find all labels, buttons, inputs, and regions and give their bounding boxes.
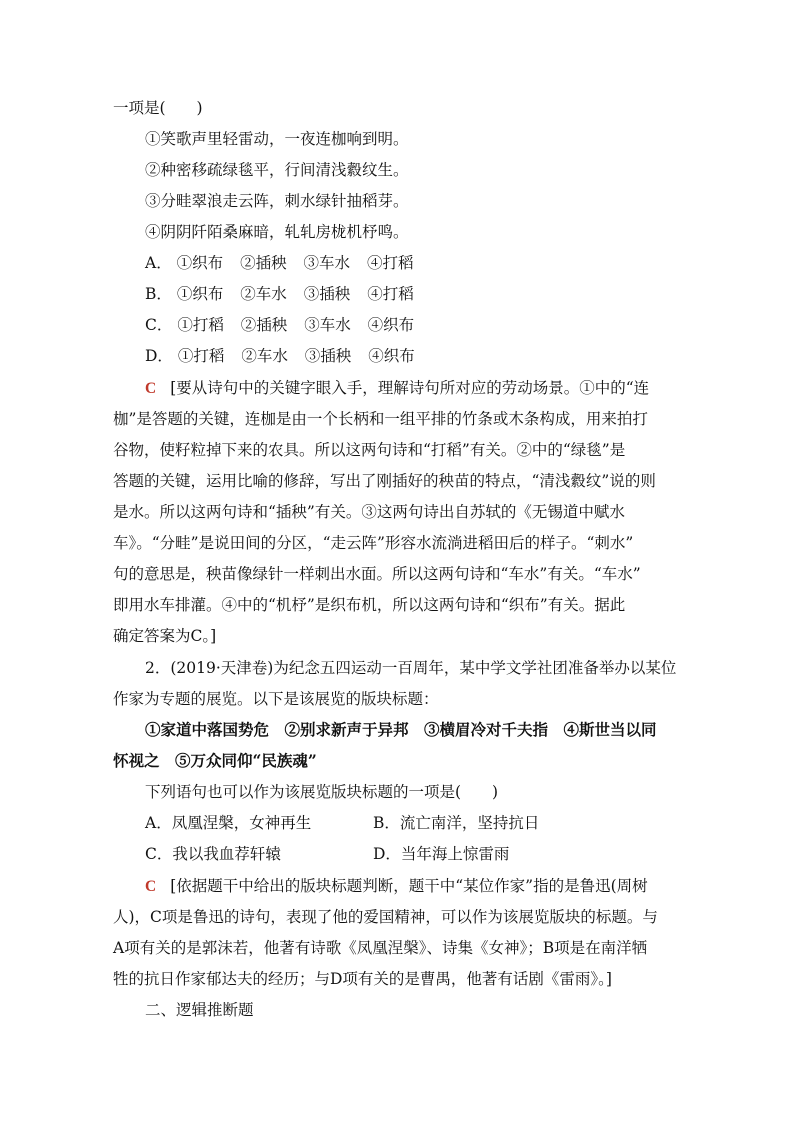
q1-option-b[interactable] xyxy=(145,284,426,304)
q2-titles-line-2: 怀视之 ⑤万众同仰“民族魂” xyxy=(113,751,317,770)
q2-options-row-1 xyxy=(145,813,539,833)
option-label: B． xyxy=(145,285,172,303)
option-item: ③车水 xyxy=(304,316,351,334)
option-item: ③插秧 xyxy=(303,285,351,303)
q2-options-row-2 xyxy=(145,844,509,864)
q2-question: 下列语句也可以作为该展览版块标题的一项是( ) xyxy=(145,783,499,801)
q2-explanation-line-3: A项有关的是郭沫若，他著有诗歌《凤凰涅槃》、诗集《女神》；B项是在南洋牺 xyxy=(113,939,648,957)
option-item: ①打稻 xyxy=(177,347,225,365)
explanation-text: [要从诗句中的关键字眼入手，理解诗句所对应的劳动场景。①中的“连 xyxy=(170,379,650,397)
option-item: ③插秧 xyxy=(304,347,352,365)
q1-explanation-line-6: 车》。“分畦”是说田间的分区，“走云阵”形容水流淌进稻田后的样子。“刺水” xyxy=(113,534,634,552)
option-label: C． xyxy=(145,316,173,334)
explanation-text: [依据题干中给出的版块标题判断，题干中“某位作家”指的是鲁迅(周树 xyxy=(170,877,648,895)
q2-stem-line-1: 2．(2019·天津卷)为纪念五四运动一百周年，某中学文学社团准备举办以某位 xyxy=(145,659,677,677)
q1-verse-2: ②种密移疏绿毯平，行间清浅縠纹生。 xyxy=(145,161,409,179)
option-label: A． xyxy=(145,254,172,272)
option-item: ④织布 xyxy=(367,316,415,334)
option-item: ④打稻 xyxy=(367,285,414,303)
q1-verse-1: ①笑歌声里轻雷动，一夜连枷响到明。 xyxy=(145,130,409,148)
q1-stem-tail: 一项是( ) xyxy=(113,99,203,117)
option-item: ②插秧 xyxy=(240,254,287,272)
q2-titles-line-1: ①家道中落国势危 ②别求新声于异邦 ③横眉冷对千夫指 ④斯世当以同 xyxy=(145,720,657,739)
option-item: ③车水 xyxy=(303,254,351,272)
q1-option-c[interactable] xyxy=(145,315,426,335)
option-item: ④打稻 xyxy=(367,254,414,272)
q1-explanation-line-2: 枷”是答题的关键，连枷是由一个长柄和一组平排的竹条或木条构成，用来拍打 xyxy=(113,410,648,428)
q2-explanation-line-1 xyxy=(145,876,648,897)
q2-explanation-line-2: 人)，C项是鲁迅的诗句，表现了他的爱国精神，可以作为该展览版块的标题。与 xyxy=(113,908,658,926)
q1-option-d[interactable] xyxy=(145,346,427,366)
q1-verse-3: ③分畦翠浪走云阵，刺水绿针抽稻芽。 xyxy=(145,192,409,210)
q1-explanation-line-7: 句的意思是，秧苗像绿针一样刺出水面。所以这两句诗和“车水”有关。“车水” xyxy=(113,565,641,583)
q2-option-a[interactable]: A．凤凰涅槃，女神再生 xyxy=(145,814,312,832)
option-label: D． xyxy=(145,347,173,365)
answer-mark: C xyxy=(145,380,157,397)
q2-option-d[interactable]: D．当年海上惊雷雨 xyxy=(373,845,510,863)
q2-option-c[interactable]: C．我以我血荐轩辕 xyxy=(145,845,281,863)
option-item: ①织布 xyxy=(176,285,224,303)
q2-explanation-line-4: 牲的抗日作家郁达夫的经历；与D项有关的是曹禺，他著有话剧《雷雨》。] xyxy=(113,970,612,988)
q1-explanation-line-1 xyxy=(145,378,649,399)
q1-verse-4: ④阴阴阡陌桑麻暗，轧轧房栊机杼鸣。 xyxy=(145,223,409,241)
q2-option-b[interactable]: B．流亡南洋，坚持抗日 xyxy=(373,814,540,832)
option-item: ①织布 xyxy=(176,254,224,272)
option-item: ②车水 xyxy=(240,285,287,303)
q1-explanation-line-5: 是水。所以这两句诗和“插秧”有关。③这两句诗出自苏轼的《无锡道中赋水 xyxy=(113,503,625,521)
section-heading: 二、逻辑推断题 xyxy=(145,1001,254,1019)
option-item: ①打稻 xyxy=(177,316,224,334)
option-item: ④织布 xyxy=(368,347,415,365)
option-item: ②插秧 xyxy=(240,316,288,334)
q1-explanation-line-9: 确定答案为C。] xyxy=(113,627,217,645)
q1-explanation-line-4: 答题的关键，运用比喻的修辞，写出了刚插好的秧苗的特点，“清浅縠纹”说的则 xyxy=(113,472,656,490)
q1-explanation-line-8: 即用水车排灌。④中的“机杼”是织布机，所以这两句诗和“织布”有关。据此 xyxy=(113,596,626,614)
option-item: ②车水 xyxy=(241,347,288,365)
q1-option-a[interactable] xyxy=(145,253,426,273)
q2-stem-line-2: 作家为专题的展览。以下是该展览的版块标题： xyxy=(113,690,439,708)
q1-explanation-line-3: 谷物，使籽粒掉下来的农具。所以这两句诗和“打稻”有关。②中的“绿毯”是 xyxy=(113,441,626,459)
answer-mark: C xyxy=(145,878,157,895)
